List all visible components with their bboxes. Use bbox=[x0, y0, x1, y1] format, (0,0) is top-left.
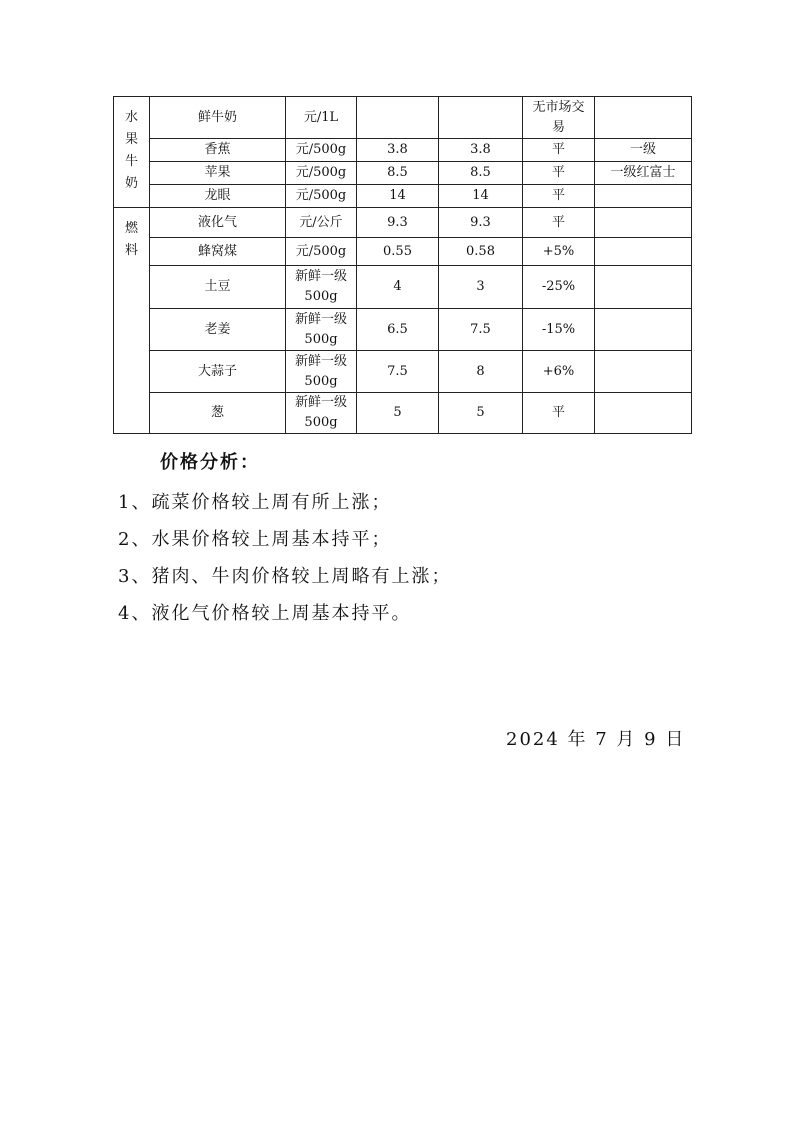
cell-item: 葱 bbox=[150, 393, 286, 434]
cell-item: 苹果 bbox=[150, 162, 286, 185]
category-cell bbox=[114, 97, 150, 208]
table-row bbox=[114, 139, 692, 162]
cell-item: 蜂窝煤 bbox=[150, 238, 286, 266]
cell-this-week bbox=[439, 97, 523, 139]
cell-note bbox=[595, 238, 692, 266]
cell-last-week: 5 bbox=[357, 393, 439, 434]
cell-unit: 新鲜一级 500g bbox=[286, 351, 357, 393]
cell-unit: 元/500g bbox=[286, 162, 357, 185]
cell-last-week: 9.3 bbox=[357, 208, 439, 238]
cell-last-week: 0.55 bbox=[357, 238, 439, 266]
report-date: 2024 年 7 月 9 日 bbox=[506, 729, 686, 750]
cell-this-week: 0.58 bbox=[439, 238, 523, 266]
cell-change: 平 bbox=[523, 162, 595, 185]
cell-this-week: 3.8 bbox=[439, 139, 523, 162]
cell-last-week: 4 bbox=[357, 266, 439, 309]
price-table bbox=[113, 96, 692, 434]
analysis-title: 价格分析： bbox=[160, 452, 260, 473]
cell-change: 平 bbox=[523, 208, 595, 238]
cell-note bbox=[595, 351, 692, 393]
cell-last-week bbox=[357, 97, 439, 139]
cell-change: 平 bbox=[523, 185, 595, 208]
cell-unit: 元/公斤 bbox=[286, 208, 357, 238]
table-row bbox=[114, 238, 692, 266]
cell-unit: 新鲜一级 500g bbox=[286, 309, 357, 351]
cell-change: 平 bbox=[523, 139, 595, 162]
cell-item: 鲜牛奶 bbox=[150, 97, 286, 139]
price-table-body bbox=[114, 97, 692, 434]
cell-this-week: 3 bbox=[439, 266, 523, 309]
cell-note bbox=[595, 266, 692, 309]
table-row bbox=[114, 208, 692, 238]
cell-this-week: 14 bbox=[439, 185, 523, 208]
cell-unit: 新鲜一级 500g bbox=[286, 393, 357, 434]
cell-note bbox=[595, 309, 692, 351]
cell-last-week: 3.8 bbox=[357, 139, 439, 162]
cell-item: 大蒜子 bbox=[150, 351, 286, 393]
category-cell bbox=[114, 208, 150, 434]
cell-unit: 新鲜一级 500g bbox=[286, 266, 357, 309]
cell-note bbox=[595, 393, 692, 434]
table-row bbox=[114, 97, 692, 139]
cell-this-week: 5 bbox=[439, 393, 523, 434]
cell-change: 无市场交 易 bbox=[523, 97, 595, 139]
category-label: 水 果 牛 奶 bbox=[124, 110, 138, 191]
cell-change: -25% bbox=[523, 266, 595, 309]
cell-change: -15% bbox=[523, 309, 595, 351]
cell-change: +5% bbox=[523, 238, 595, 266]
cell-note bbox=[595, 185, 692, 208]
cell-note: 一级红富士 bbox=[595, 162, 692, 185]
cell-note: 一级 bbox=[595, 139, 692, 162]
cell-unit: 元/500g bbox=[286, 185, 357, 208]
cell-unit: 元/500g bbox=[286, 238, 357, 266]
cell-item: 老姜 bbox=[150, 309, 286, 351]
cell-last-week: 14 bbox=[357, 185, 439, 208]
cell-change: 平 bbox=[523, 393, 595, 434]
analysis-item: 3、猪肉、牛肉价格较上周略有上涨； bbox=[118, 566, 452, 587]
category-label: 燃 料 bbox=[124, 221, 138, 258]
table-row bbox=[114, 309, 692, 351]
analysis-item: 1、疏菜价格较上周有所上涨； bbox=[118, 492, 392, 513]
cell-this-week: 8 bbox=[439, 351, 523, 393]
cell-this-week: 9.3 bbox=[439, 208, 523, 238]
table-row bbox=[114, 393, 692, 434]
analysis-list bbox=[118, 484, 451, 632]
analysis-item: 2、水果价格较上周基本持平； bbox=[118, 529, 392, 550]
cell-item: 土豆 bbox=[150, 266, 286, 309]
cell-this-week: 7.5 bbox=[439, 309, 523, 351]
cell-last-week: 6.5 bbox=[357, 309, 439, 351]
cell-note bbox=[595, 97, 692, 139]
cell-last-week: 8.5 bbox=[357, 162, 439, 185]
cell-item: 液化气 bbox=[150, 208, 286, 238]
table-row bbox=[114, 351, 692, 393]
cell-last-week: 7.5 bbox=[357, 351, 439, 393]
table-row bbox=[114, 185, 692, 208]
table-row bbox=[114, 266, 692, 309]
analysis-item: 4、液化气价格较上周基本持平。 bbox=[118, 603, 412, 624]
cell-unit: 元/500g bbox=[286, 139, 357, 162]
table-row bbox=[114, 162, 692, 185]
cell-change: +6% bbox=[523, 351, 595, 393]
cell-note bbox=[595, 208, 692, 238]
cell-item: 龙眼 bbox=[150, 185, 286, 208]
cell-this-week: 8.5 bbox=[439, 162, 523, 185]
cell-unit: 元/1L bbox=[286, 97, 357, 139]
cell-item: 香蕉 bbox=[150, 139, 286, 162]
